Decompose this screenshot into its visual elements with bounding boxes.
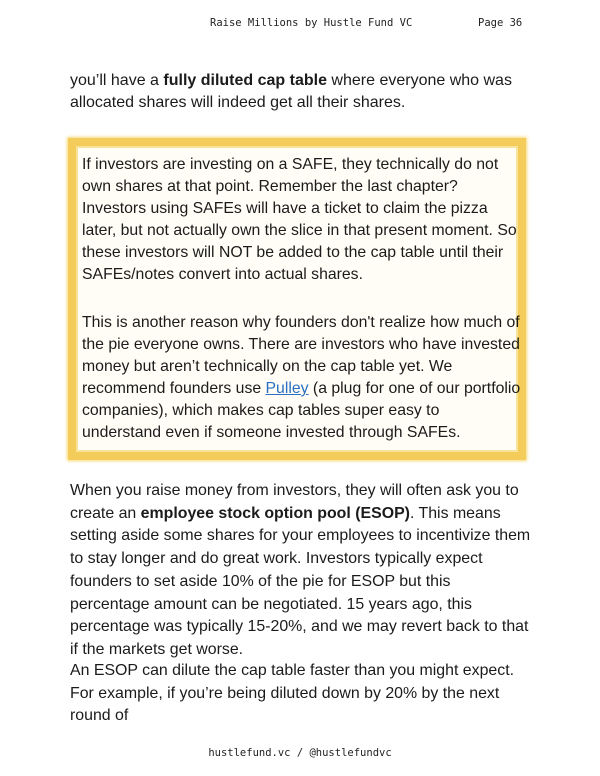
esop-paragraph (70, 480, 532, 662)
page-header (0, 17, 600, 33)
callout-paragraph-1: If investors are investing on a SAFE, they technically do not own shares at that point. Remember the last chapter? Investors using SAFEs will have a ticket to claim the pizza later, but not actually own the slice in that present moment. So these investors will NOT be added to the cap table until their SAFEs/notes convert into actual shares. (82, 156, 517, 283)
esop-text-pre: When you raise money from investors, they will often ask you to create an (70, 482, 519, 522)
safe-callout-box (68, 138, 526, 460)
esop-bold-term: employee stock option pool (ESOP) (140, 504, 410, 522)
intro-paragraph (70, 70, 540, 113)
page-footer: hustlefund.vc / @hustlefundvc (208, 747, 392, 759)
esop-text-post: . This means setting aside some shares for your employees to incentivize them to stay longer and do great work. Investors typically expect founders to set aside 10% of the pie for ESOP but this percentage amount can be negotiated. 15 years ago, this percentage was typically 15-20%, and we may revert back to that if the markets get worse. (70, 504, 531, 658)
callout-paragraph-2 (82, 312, 522, 444)
dilution-paragraph: An ESOP can dilute the cap table faster than you might expect. For example, if you’re being diluted down by 20% by the next round of (70, 662, 515, 725)
callout-p2-post: (a plug for one of our portfolio companies), which makes cap tables super easy to understand even if someone invested through SAFEs. (82, 380, 521, 441)
intro-bold-term: fully diluted cap table (163, 72, 327, 89)
pulley-link[interactable]: Pulley (265, 380, 309, 397)
intro-text-post: where everyone who was allocated shares will indeed get all their shares. (70, 72, 512, 111)
callout-p2-pre: This is another reason why founders don't realize how much of the pie everyone owns. There are investors who have invested money but aren’t technically on the cap table yet. We recommend founders use (82, 314, 520, 397)
page-number: Page 36 (478, 17, 523, 29)
book-title: Raise Millions by Hustle Fund VC (210, 17, 413, 29)
intro-text-pre: you’ll have a (70, 72, 164, 89)
